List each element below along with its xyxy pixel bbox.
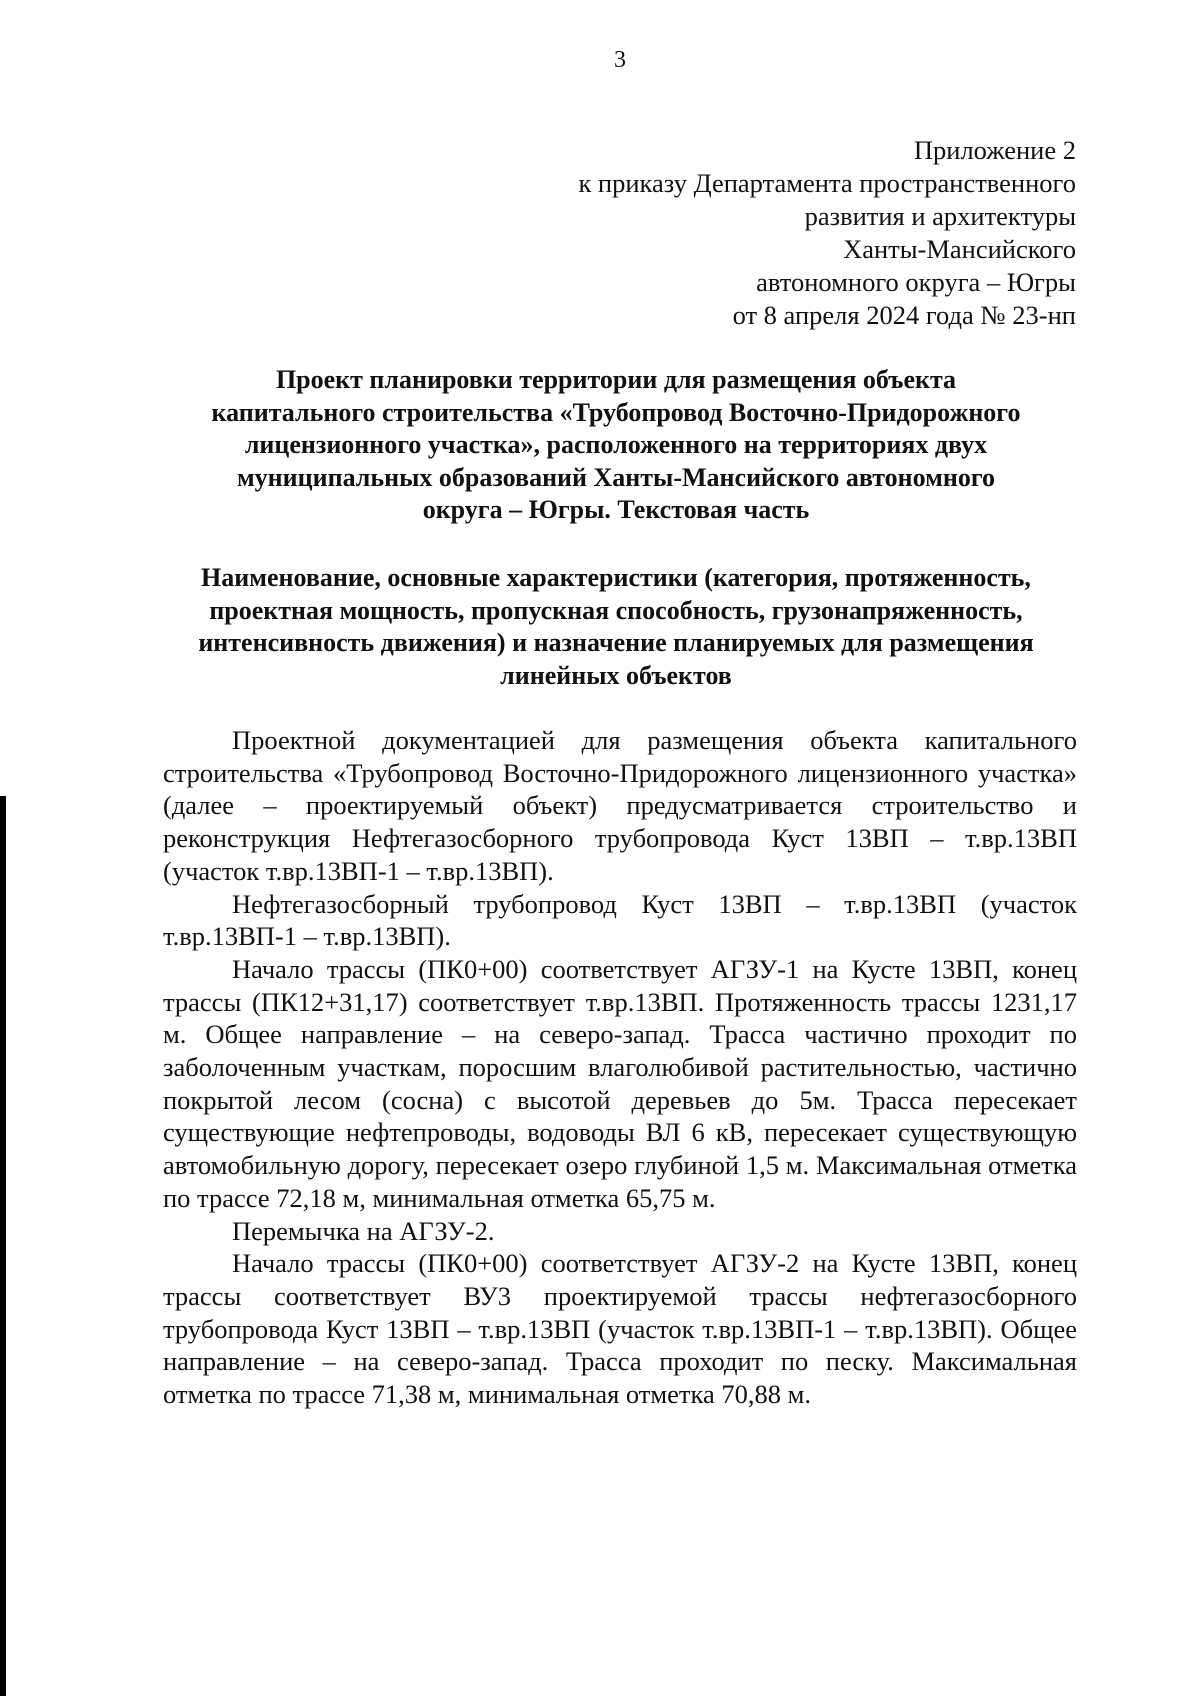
heading-line: Наименование, основные характеристики (категория, протяженность,	[201, 563, 1031, 592]
heading-line: проектная мощность, пропускная способность, грузонапряженность,	[209, 595, 1023, 625]
scan-edge-mark	[0, 796, 6, 1696]
title-line: капитального строительства «Трубопровод Восточно-Придорожного	[211, 397, 1021, 427]
body-text	[163, 724, 1077, 1411]
paragraph: Начало трассы (ПК0+00) соответствует АГЗУ-2 на Кусте 13ВП, конец трассы соответствует ВУ3 проектируемой трассы нефтегазосборного трубопровода Куст 13ВП – т.вр.13ВП (участок т.вр.13ВП-1 – т.вр.13ВП). Общее направление – на северо-запад. Трасса проходит по песку. Максимальная отметка по трассе 71,38 м, минимальная отметка 70,88 м.	[163, 1248, 1077, 1410]
appendix-line: Приложение 2	[913, 135, 1076, 165]
paragraph: Проектной документацией для размещения объекта капитального строительства «Трубопровод Восточно-Придорожного лицензионного участка» (далее – проектируемый объект) предусматривается строительство и реконструкция Нефтегазосборного трубопровода Куст 13ВП – т.вр.13ВП (участок т.вр.13ВП-1 – т.вр.13ВП).	[163, 725, 1077, 886]
appendix-line: к приказу Департамента пространственного	[578, 168, 1076, 198]
heading-line: линейных объектов	[500, 660, 732, 690]
appendix-block	[376, 134, 1076, 332]
title-line: округа – Югры. Текстовая часть	[422, 495, 810, 524]
appendix-line: Ханты-Мансийского	[843, 234, 1076, 264]
title-line: муниципальных образований Ханты-Мансийского автономного	[236, 462, 996, 492]
page-number: 3	[614, 47, 626, 73]
title-line: лицензионного участка», расположенного на территориях двух	[244, 430, 988, 459]
paragraph: Начало трассы (ПК0+00) соответствует АГЗУ-1 на Кусте 13ВП, конец трассы (ПК12+31,17) соответствует т.вр.13ВП. Протяженность трассы 1231,17 м. Общее направление – на северо-запад. Трасса частично проходит по заболоченным участкам, поросшим влаголюбивой растительностью, частично покрытой лесом (сосна) с высотой деревьев до 5м. Трасса пересекает существующие нефтепроводы, водоводы ВЛ 6 кВ, пересекает существующую автомобильную дорогу, пересекает озеро глубиной 1,5 м. Максимальная отметка по трассе 72,18 м, минимальная отметка 65,75 м.	[163, 953, 1077, 1213]
section-heading	[154, 562, 1078, 692]
paragraph: Перемычка на АГЗУ-2.	[232, 1215, 495, 1246]
document-title	[154, 364, 1078, 527]
appendix-line: от 8 апреля 2024 года № 23-нп	[732, 300, 1076, 330]
paragraph: Нефтегазосборный трубопровод Куст 13ВП – т.вр.13ВП (участок т.вр.13ВП-1 – т.вр.13ВП).	[163, 888, 1077, 952]
heading-line: интенсивность движения) и назначение планируемых для размещения	[198, 628, 1034, 657]
appendix-line: развития и архитектуры	[804, 201, 1076, 231]
appendix-line: автономного округа – Югры	[756, 267, 1076, 297]
title-line: Проект планировки территории для размещения объекта	[275, 365, 957, 394]
